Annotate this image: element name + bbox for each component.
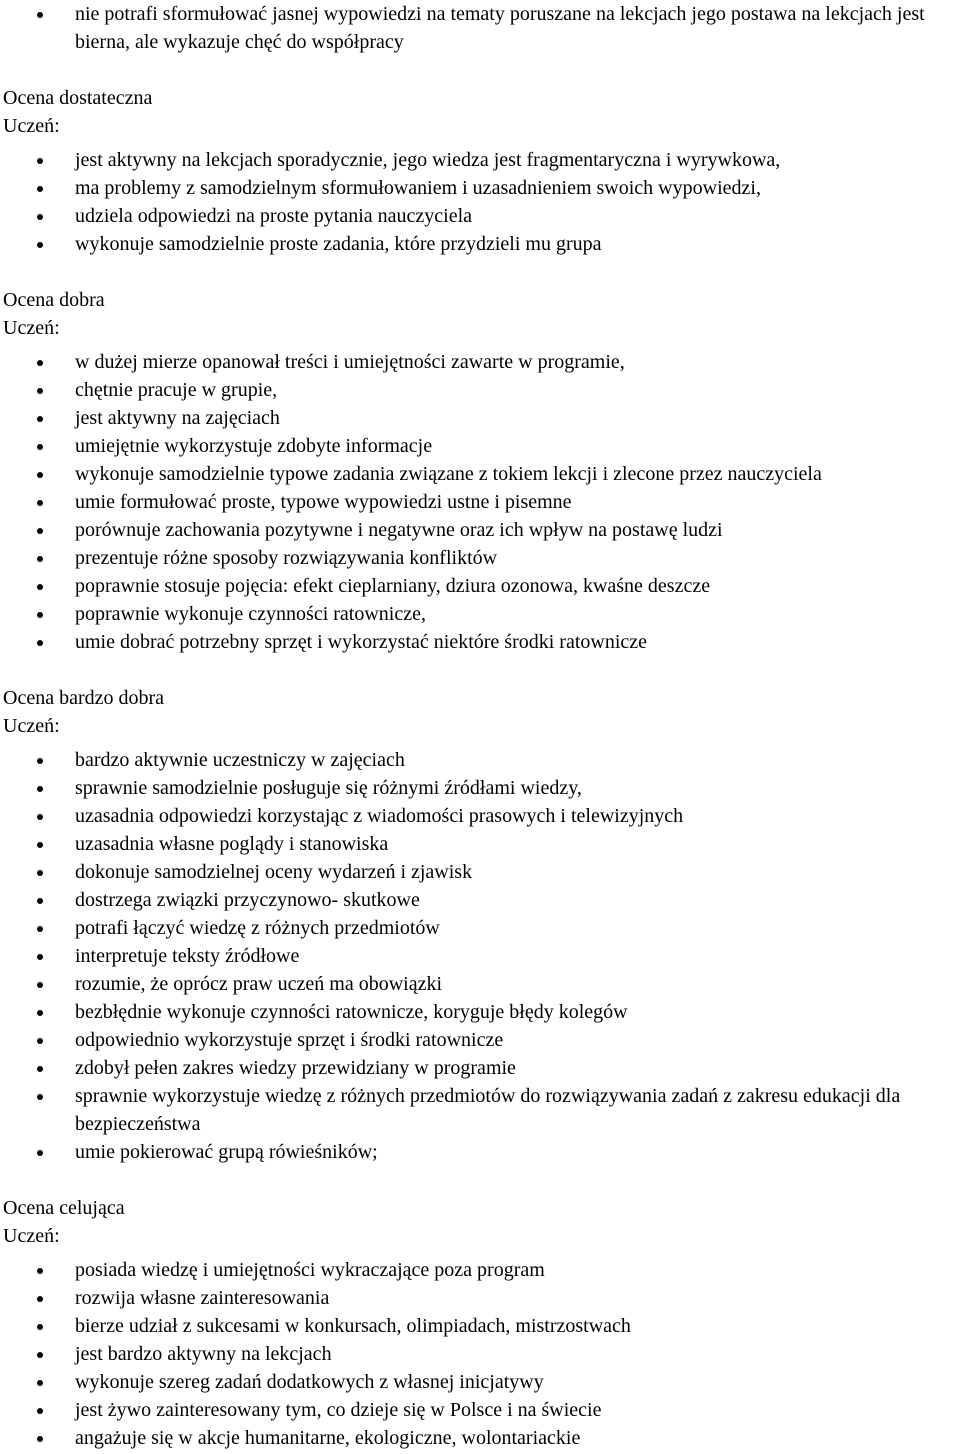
- bullet-icon: [37, 214, 43, 220]
- list-item: nie potrafi sformułować jasnej wypowiedzi na tematy poruszane na lekcjach jego postawa na lekcjach jest bierna, ale wykazuje chęć do współpracy: [0, 0, 960, 56]
- list-item: interpretuje teksty źródłowe: [0, 942, 960, 970]
- bullet-icon: [37, 1268, 43, 1274]
- section-heading: Ocena bardzo dobra: [3, 687, 165, 709]
- list-item: w dużej mierze opanował treści i umiejętności zawarte w programie,: [0, 348, 960, 376]
- bullet-icon: [37, 814, 43, 820]
- list-item: ma problemy z samodzielnym sformułowaniem i uzasadnieniem swoich wypowiedzi,: [0, 174, 960, 202]
- bullet-icon: [37, 1352, 43, 1358]
- list-item: rozumie, że oprócz praw uczeń ma obowiązki: [0, 970, 960, 998]
- section-ocena-bardzo-dobra: [0, 684, 960, 1166]
- bullet-icon: [37, 416, 43, 422]
- bullet-icon: [37, 584, 43, 590]
- list-item: potrafi łączyć wiedzę z różnych przedmiotów: [0, 914, 960, 942]
- criteria-list: [0, 146, 960, 258]
- bullet-icon: [37, 1380, 43, 1386]
- list-item: umie formułować proste, typowe wypowiedzi ustne i pisemne: [0, 488, 960, 516]
- bullet-icon: [37, 12, 43, 18]
- list-item: rozwija własne zainteresowania: [0, 1284, 960, 1312]
- list-item: bardzo aktywnie uczestniczy w zajęciach: [0, 746, 960, 774]
- list-item: wykonuje samodzielnie proste zadania, które przydzieli mu grupa: [0, 230, 960, 258]
- section-label: Uczeń:: [3, 1225, 60, 1247]
- bullet-icon: [37, 640, 43, 646]
- bullet-icon: [37, 1436, 43, 1442]
- list-item: sprawnie samodzielnie posługuje się różnymi źródłami wiedzy,: [0, 774, 960, 802]
- bullet-icon: [37, 982, 43, 988]
- criteria-list: [0, 348, 960, 656]
- list-item: dostrzega związki przyczynowo- skutkowe: [0, 886, 960, 914]
- bullet-icon: [37, 612, 43, 618]
- bullet-icon: [37, 360, 43, 366]
- list-item: posiada wiedzę i umiejętności wykraczające poza program: [0, 1256, 960, 1284]
- list-item: wykonuje szereg zadań dodatkowych z własnej inicjatywy: [0, 1368, 960, 1396]
- criteria-list: [0, 746, 960, 1166]
- list-item: prezentuje różne sposoby rozwiązywania konfliktów: [0, 544, 960, 572]
- bullet-icon: [37, 556, 43, 562]
- bullet-icon: [37, 786, 43, 792]
- list-item: umie dobrać potrzebny sprzęt i wykorzystać niektóre środki ratownicze: [0, 628, 960, 656]
- section-label: Uczeń:: [3, 317, 60, 339]
- bullet-icon: [37, 898, 43, 904]
- section-ocena-dostateczna: [0, 84, 960, 258]
- list-item: porównuje zachowania pozytywne i negatywne oraz ich wpływ na postawę ludzi: [0, 516, 960, 544]
- list-item: poprawnie stosuje pojęcia: efekt cieplarniany, dziura ozonowa, kwaśne deszcze: [0, 572, 960, 600]
- bullet-icon: [37, 186, 43, 192]
- bullet-icon: [37, 842, 43, 848]
- bullet-icon: [37, 444, 43, 450]
- list-item: jest aktywny na zajęciach: [0, 404, 960, 432]
- criteria-list: [0, 1256, 960, 1452]
- list-item: zdobył pełen zakres wiedzy przewidziany w programie: [0, 1054, 960, 1082]
- list-item: poprawnie wykonuje czynności ratownicze,: [0, 600, 960, 628]
- intro-list: [0, 0, 960, 56]
- bullet-icon: [37, 926, 43, 932]
- bullet-icon: [37, 954, 43, 960]
- bullet-icon: [37, 1066, 43, 1072]
- list-item: bierze udział z sukcesami w konkursach, olimpiadach, mistrzostwach: [0, 1312, 960, 1340]
- list-item: wykonuje samodzielnie typowe zadania związane z tokiem lekcji i zlecone przez nauczyciela: [0, 460, 960, 488]
- bullet-icon: [37, 1408, 43, 1414]
- bullet-icon: [37, 1038, 43, 1044]
- list-item: uzasadnia własne poglądy i stanowiska: [0, 830, 960, 858]
- list-item: angażuje się w akcje humanitarne, ekologiczne, wolontariackie: [0, 1424, 960, 1452]
- section-heading: Ocena dobra: [3, 289, 105, 311]
- bullet-icon: [37, 528, 43, 534]
- bullet-icon: [37, 870, 43, 876]
- section-ocena-dobra: [0, 286, 960, 656]
- list-item: chętnie pracuje w grupie,: [0, 376, 960, 404]
- list-item: dokonuje samodzielnej oceny wydarzeń i zjawisk: [0, 858, 960, 886]
- section-heading: Ocena dostateczna: [3, 87, 153, 109]
- list-item: umiejętnie wykorzystuje zdobyte informacje: [0, 432, 960, 460]
- bullet-icon: [37, 242, 43, 248]
- section-heading: Ocena celująca: [3, 1197, 125, 1219]
- list-item: sprawnie wykorzystuje wiedzę z różnych przedmiotów do rozwiązywania zadań z zakresu edukacji dla bezpieczeństwa: [0, 1082, 960, 1138]
- bullet-icon: [37, 500, 43, 506]
- bullet-icon: [37, 1150, 43, 1156]
- bullet-icon: [37, 1094, 43, 1100]
- bullet-icon: [37, 758, 43, 764]
- list-item: umie pokierować grupą rówieśników;: [0, 1138, 960, 1166]
- bullet-icon: [37, 1010, 43, 1016]
- bullet-icon: [37, 472, 43, 478]
- section-label: Uczeń:: [3, 715, 60, 737]
- list-item: jest żywo zainteresowany tym, co dzieje się w Polsce i na świecie: [0, 1396, 960, 1424]
- bullet-icon: [37, 158, 43, 164]
- list-item: uzasadnia odpowiedzi korzystając z wiadomości prasowych i telewizyjnych: [0, 802, 960, 830]
- list-item: bezbłędnie wykonuje czynności ratownicze, koryguje błędy kolegów: [0, 998, 960, 1026]
- bullet-icon: [37, 1324, 43, 1330]
- section-label: Uczeń:: [3, 115, 60, 137]
- list-item: udziela odpowiedzi na proste pytania nauczyciela: [0, 202, 960, 230]
- bullet-icon: [37, 1296, 43, 1302]
- bullet-icon: [37, 388, 43, 394]
- section-ocena-celujaca: [0, 1194, 960, 1452]
- list-item: jest bardzo aktywny na lekcjach: [0, 1340, 960, 1368]
- list-item: jest aktywny na lekcjach sporadycznie, jego wiedza jest fragmentaryczna i wyrywkowa,: [0, 146, 960, 174]
- list-item: odpowiednio wykorzystuje sprzęt i środki ratownicze: [0, 1026, 960, 1054]
